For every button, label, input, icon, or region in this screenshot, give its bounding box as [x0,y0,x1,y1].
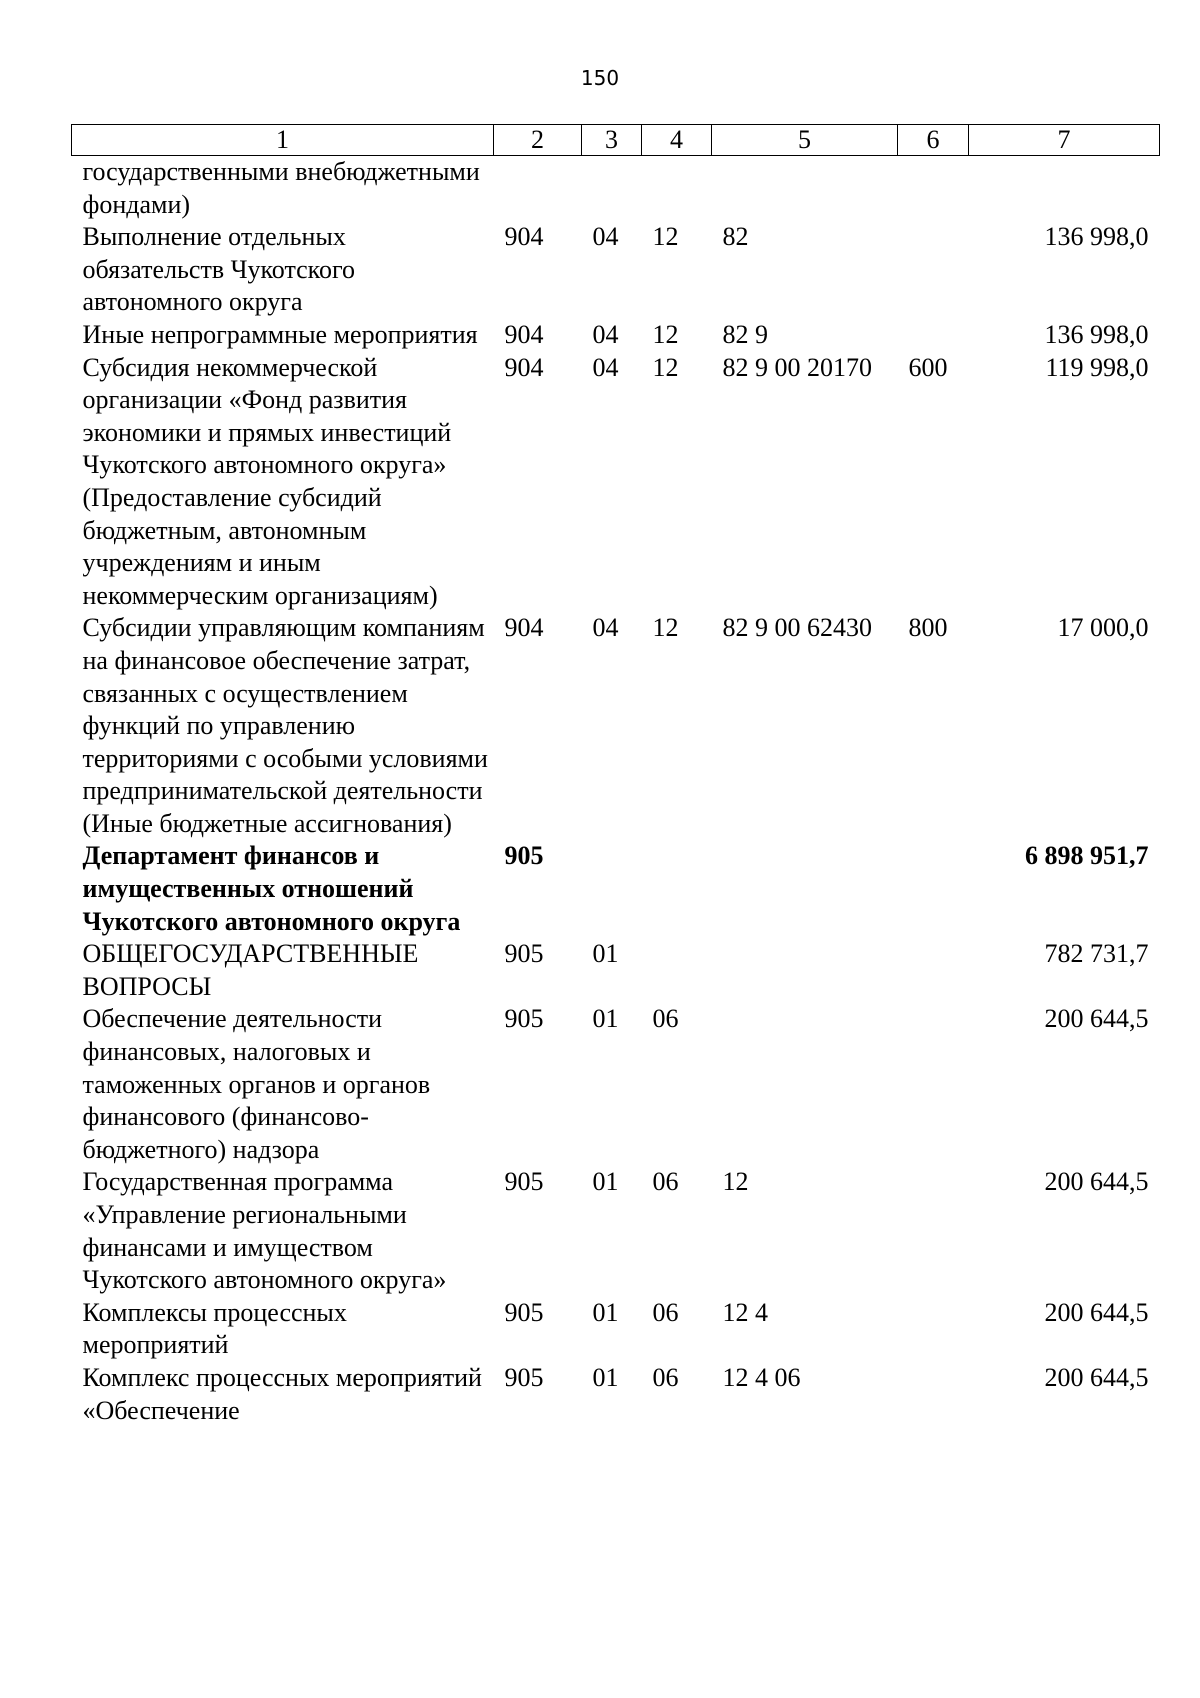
row-col-2: 904 [504,222,544,252]
row-col-3: 04 [592,319,619,349]
page-number: 150 [580,66,620,90]
row-col-2: 904 [504,352,544,382]
header-row [72,125,1160,156]
row-col-6 [898,1297,969,1362]
row-name: Департамент финансов и имущественных отношений Чукотского автономного округа [82,841,461,936]
row-col-4 [642,156,712,222]
row-col-6 [898,840,969,938]
row-col-6: 600 [908,352,948,382]
row-amount: 782 731,7 [1044,939,1149,969]
row-amount: 200 644,5 [1044,1004,1149,1034]
column-header-4: 4 [642,125,712,156]
column-header-6: 6 [898,125,969,156]
row-name: Обеспечение деятельности финансовых, налоговых и таможенных органов и органов финансового (финансово-бюджетного) надзора [82,1004,431,1164]
row-name: Иные непрограммные мероприятия [82,319,478,349]
row-col-4: 06 [652,1167,679,1197]
table-row [72,1297,1160,1362]
row-col-4: 06 [652,1004,679,1034]
row-name: государственными внебюджетными фондами) [82,157,480,219]
row-col-3 [582,840,642,938]
row-col-5: 12 4 [722,1297,768,1327]
row-col-4: 12 [652,222,679,252]
row-name: Комплексы процессных мероприятий [82,1297,347,1360]
table-row [72,938,1160,1003]
row-col-3: 01 [592,1167,619,1197]
row-col-2: 905 [504,841,544,871]
row-col-6 [898,1362,969,1427]
row-col-6 [898,1166,969,1296]
row-col-6: 800 [908,613,948,643]
row-name: Выполнение отдельных обязательств Чукотского автономного округа [82,222,356,317]
row-col-4: 12 [652,352,679,382]
row-name: ОБЩЕГОСУДАРСТВЕННЫЕ ВОПРОСЫ [82,939,419,1001]
row-col-2: 905 [504,1167,544,1197]
row-col-3: 01 [592,1004,619,1034]
row-col-5 [712,840,898,938]
row-col-5 [712,156,898,222]
row-col-2: 905 [504,1004,544,1034]
row-amount: 200 644,5 [1044,1362,1149,1392]
table-row [72,1166,1160,1296]
table-row [72,612,1160,840]
row-col-4 [642,840,712,938]
row-col-3: 04 [592,222,619,252]
column-header-2: 2 [494,125,582,156]
row-amount: 136 998,0 [1044,319,1149,349]
column-header-1: 1 [72,125,494,156]
row-amount: 200 644,5 [1044,1167,1149,1197]
row-amount: 6 898 951,7 [1025,841,1149,871]
row-col-4: 06 [652,1362,679,1392]
table-row [72,1362,1160,1427]
row-col-5: 82 [722,222,749,252]
table-row [72,1003,1160,1166]
table-body [72,156,1160,1428]
row-amount: 136 998,0 [1044,222,1149,252]
row-col-2: 904 [504,319,544,349]
row-amount: 119 998,0 [1045,352,1149,382]
row-col-6 [898,156,969,222]
table-row [72,840,1160,938]
budget-table [71,124,1160,1427]
row-amount: 200 644,5 [1044,1297,1149,1327]
row-amount [969,156,1160,222]
column-header-7: 7 [969,125,1160,156]
table-row [72,221,1160,319]
row-col-5 [712,938,898,1003]
row-col-6 [898,221,969,319]
row-name: Субсидии управляющим компаниям на финансовое обеспечение затрат, связанных с осуществлением функций по управлению территориями с особыми условиями предпринимательской деятельности (Иные бюджетные ассигнования) [82,613,488,838]
row-col-2: 905 [504,1362,544,1392]
column-header-5: 5 [712,125,898,156]
row-col-5: 82 9 [722,319,768,349]
row-col-5: 82 9 00 20170 [722,352,872,382]
row-col-4: 12 [652,319,679,349]
row-col-2: 905 [504,1297,544,1327]
column-header-3: 3 [582,125,642,156]
row-col-2: 905 [504,939,544,969]
row-col-4: 12 [652,613,679,643]
row-col-2 [494,156,582,222]
table-row [72,352,1160,613]
row-col-2: 904 [504,613,544,643]
row-col-4 [642,938,712,1003]
row-col-3: 04 [592,613,619,643]
table-row [72,319,1160,352]
row-name: Государственная программа «Управление региональными финансами и имуществом Чукотского автономного округа» [82,1167,447,1295]
row-col-5: 12 [722,1167,749,1197]
row-col-5: 12 4 06 [722,1362,801,1392]
row-col-3: 01 [592,1362,619,1392]
row-col-3 [582,156,642,222]
row-col-6 [898,938,969,1003]
row-col-6 [898,319,969,352]
table-header [72,125,1160,156]
row-name: Субсидия некоммерческой организации «Фонд развития экономики и прямых инвестиций Чукотского автономного округа» (Предоставление субсидий бюджетным, автономным учреждениям и иным некоммерческим организациям) [82,352,452,610]
row-col-5: 82 9 00 62430 [722,613,872,643]
row-col-6 [898,1003,969,1166]
row-col-3: 01 [592,939,619,969]
table-row [72,156,1160,222]
row-name: Комплекс процессных мероприятий «Обеспечение [82,1362,482,1425]
row-col-3: 04 [592,352,619,382]
row-col-3: 01 [592,1297,619,1327]
row-col-4: 06 [652,1297,679,1327]
row-amount: 17 000,0 [1057,613,1149,643]
row-col-5 [712,1003,898,1166]
